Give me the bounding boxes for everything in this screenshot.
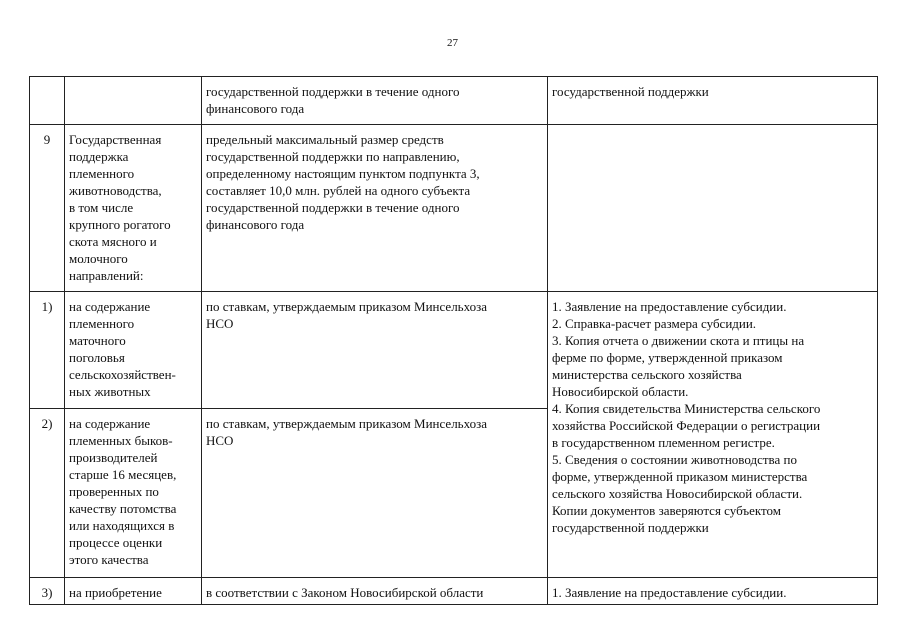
table-row bbox=[30, 292, 878, 409]
support-type-cell: на содержание племенных быков- производителей старше 16 месяцев, проверенных по качеству потомства или находящихся в процессе оценки этого качества bbox=[65, 409, 202, 578]
row-number-cell: 9 bbox=[30, 125, 65, 292]
support-type-cell: Государственная поддержка племенного животноводства, в том числе крупного рогатого скота мясного и молочного направлений: bbox=[65, 125, 202, 292]
documents-cell bbox=[548, 125, 878, 292]
row-number-cell: 3) bbox=[30, 578, 65, 605]
documents-cell: государственной поддержки bbox=[548, 77, 878, 125]
documents-cell: 1. Заявление на предоставление субсидии. 2. Справка-расчет размера субсидии. 3. Копия отчета о движении скота и птицы на ферме по форме, утвержденной приказом министерства сельского хозяйства Новосибирской области. 4. Копия свидетельства Министерства сельского хозяйства Российской Федерации о регистрации в государственном племенном регистре. 5. Сведения о состоянии животноводства по форме, утвержденной приказом министерства сельского хозяйства Новосибирской области. Копии документов заверяются субъектом государственной поддержки bbox=[548, 292, 878, 578]
document-table bbox=[29, 76, 878, 605]
condition-cell: по ставкам, утверждаемым приказом Минсельхоза НСО bbox=[202, 409, 548, 578]
condition-cell: в соответствии с Законом Новосибирской области bbox=[202, 578, 548, 605]
condition-cell: предельный максимальный размер средств государственной поддержки по направлению, определенному настоящим пунктом подпункта 3, составляет 10,0 млн. рублей на одного субъекта государственной поддержки в течение одного финансового года bbox=[202, 125, 548, 292]
row-number-cell: 1) bbox=[30, 292, 65, 409]
documents-cell: 1. Заявление на предоставление субсидии. bbox=[548, 578, 878, 605]
page-number: 27 bbox=[447, 37, 458, 49]
support-type-cell bbox=[65, 77, 202, 125]
table-row bbox=[30, 77, 878, 125]
support-type-cell: на приобретение bbox=[65, 578, 202, 605]
row-number-cell bbox=[30, 77, 65, 125]
row-number-cell: 2) bbox=[30, 409, 65, 578]
condition-cell: по ставкам, утверждаемым приказом Минсельхоза НСО bbox=[202, 292, 548, 409]
support-type-cell: на содержание племенного маточного поголовья сельскохозяйствен- ных животных bbox=[65, 292, 202, 409]
table-row bbox=[30, 125, 878, 292]
table-row bbox=[30, 578, 878, 605]
condition-cell: государственной поддержки в течение одного финансового года bbox=[202, 77, 548, 125]
